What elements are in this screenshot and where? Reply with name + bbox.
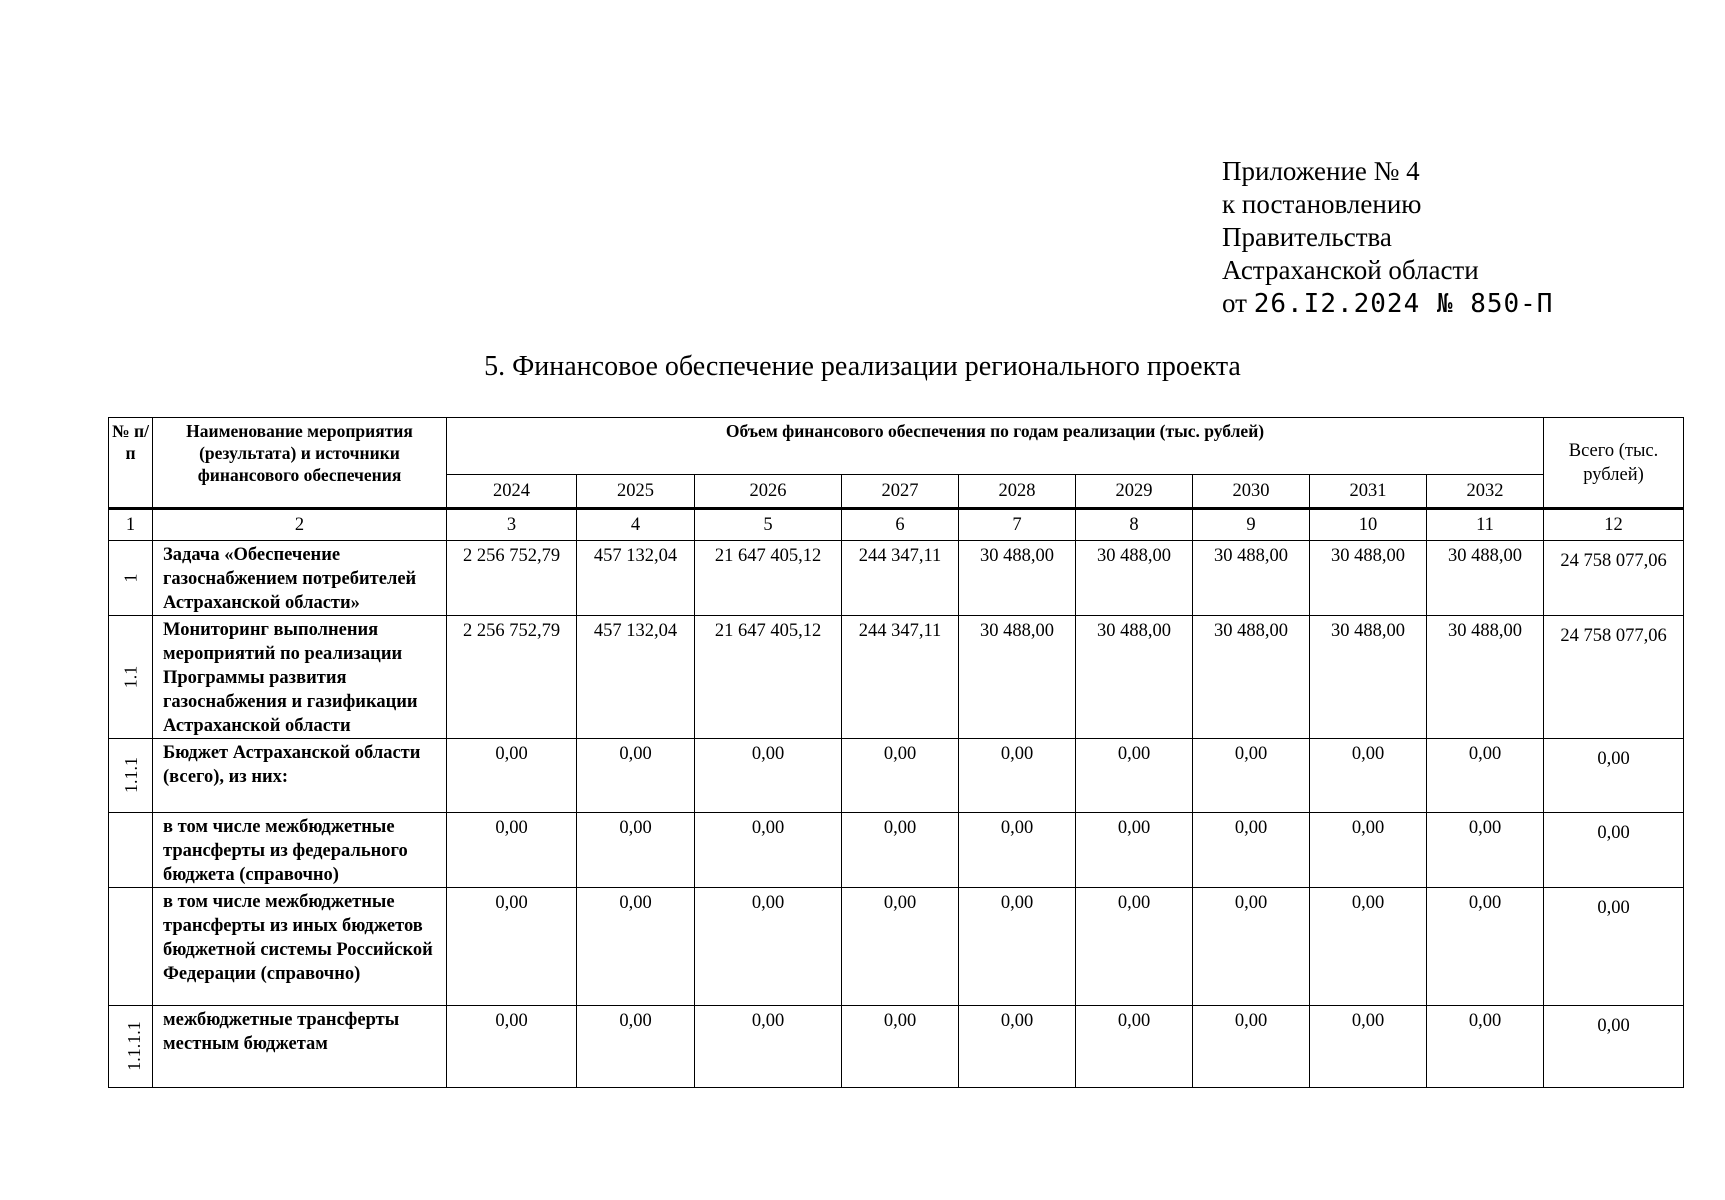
value-cell: 0,00 [1310,1006,1427,1088]
appendix-label: Приложение № 4 [1222,156,1420,186]
value-cell: 457 132,04 [577,541,695,616]
table-row [109,888,1684,1006]
value-cell: 0,00 [1076,813,1193,888]
value-cell: 30 488,00 [1427,616,1544,739]
value-cell: 0,00 [1310,813,1427,888]
table-row [109,739,1684,813]
column-number: 2 [153,509,447,541]
value-cell: 244 347,11 [842,541,959,616]
value-cell: 0,00 [1193,739,1310,813]
total-cell: 24 758 077,06 [1544,616,1684,739]
value-cell: 21 647 405,12 [695,616,842,739]
column-number: 3 [447,509,577,541]
column-header-volume: Объем финансового обеспечения по годам реализации (тыс. рублей) [447,418,1544,475]
value-cell: 0,00 [1193,888,1310,1006]
value-cell: 0,00 [695,739,842,813]
value-cell: 30 488,00 [1193,616,1310,739]
column-number: 10 [1310,509,1427,541]
value-cell: 0,00 [1427,739,1544,813]
row-number [109,739,153,813]
value-cell: 457 132,04 [577,616,695,739]
value-cell: 30 488,00 [1427,541,1544,616]
row-name: Мониторинг выполнения мероприятий по реализации Программы развития газоснабжения и газификации Астраханской области [153,616,447,739]
value-cell: 0,00 [842,813,959,888]
value-cell: 244 347,11 [842,616,959,739]
value-cell: 0,00 [447,1006,577,1088]
value-cell: 0,00 [1310,739,1427,813]
value-cell: 30 488,00 [1076,616,1193,739]
column-header-no: № п/п [109,418,153,509]
value-cell: 0,00 [842,739,959,813]
column-number: 6 [842,509,959,541]
appendix-date-line [1222,287,1622,321]
row-name: Задача «Обеспечение газоснабжением потребителей Астраханской области» [153,541,447,616]
value-cell: 0,00 [577,888,695,1006]
appendix-header [1222,155,1622,321]
table-row [109,813,1684,888]
row-number [109,616,153,739]
row-name: в том числе межбюджетные трансферты из федерального бюджета (справочно) [153,813,447,888]
row-name: Бюджет Астраханской области (всего), из них: [153,739,447,813]
value-cell: 0,00 [1193,1006,1310,1088]
value-cell: 30 488,00 [959,616,1076,739]
row-number [109,541,153,616]
value-cell: 0,00 [842,1006,959,1088]
value-cell: 0,00 [695,813,842,888]
row-number [109,888,153,1006]
column-number: 5 [695,509,842,541]
value-cell: 30 488,00 [959,541,1076,616]
value-cell: 0,00 [959,813,1076,888]
value-cell: 0,00 [842,888,959,1006]
value-cell: 0,00 [1076,888,1193,1006]
value-cell: 30 488,00 [1193,541,1310,616]
row-number-text: 1.1.1 [120,757,141,793]
date-prefix: от [1222,288,1247,318]
column-number: 9 [1193,509,1310,541]
row-name: межбюджетные трансферты местным бюджетам [153,1006,447,1088]
value-cell: 0,00 [1310,888,1427,1006]
total-cell: 0,00 [1544,1006,1684,1088]
appendix-region-label: Астраханской области [1222,255,1479,285]
year-header: 2031 [1310,475,1427,509]
value-cell: 0,00 [447,813,577,888]
year-header: 2024 [447,475,577,509]
value-cell: 0,00 [695,1006,842,1088]
value-cell: 21 647 405,12 [695,541,842,616]
row-number-text: 1.1 [120,665,141,688]
value-cell: 0,00 [959,888,1076,1006]
total-cell: 0,00 [1544,739,1684,813]
value-cell: 0,00 [577,1006,695,1088]
column-number: 7 [959,509,1076,541]
value-cell: 2 256 752,79 [447,541,577,616]
column-number: 4 [577,509,695,541]
value-cell: 2 256 752,79 [447,616,577,739]
total-cell: 0,00 [1544,813,1684,888]
value-cell: 30 488,00 [1076,541,1193,616]
value-cell: 0,00 [447,739,577,813]
column-number: 8 [1076,509,1193,541]
year-header: 2027 [842,475,959,509]
year-header: 2032 [1427,475,1544,509]
value-cell: 0,00 [1076,1006,1193,1088]
column-number: 12 [1544,509,1684,541]
year-header: 2028 [959,475,1076,509]
value-cell: 0,00 [1427,1006,1544,1088]
value-cell: 0,00 [1427,813,1544,888]
table-row [109,616,1684,739]
row-number-text: 1 [120,573,141,582]
appendix-government-label: Правительства [1222,222,1392,252]
table-row [109,541,1684,616]
appendix-resolution-label: к постановлению [1222,189,1422,219]
value-cell: 30 488,00 [1310,541,1427,616]
year-header: 2029 [1076,475,1193,509]
section-title: 5. Финансовое обеспечение реализации регионального проекта [484,351,1241,382]
value-cell: 0,00 [959,1006,1076,1088]
value-cell: 0,00 [447,888,577,1006]
row-number [109,1006,153,1088]
total-cell: 0,00 [1544,888,1684,1006]
column-number: 11 [1427,509,1544,541]
value-cell: 0,00 [1193,813,1310,888]
row-number-text: 1.1.1.1 [123,1021,144,1071]
finance-table [108,417,1684,1088]
column-number-row [109,509,1684,541]
column-header-name: Наименование мероприятия (результата) и источники финансового обеспечения [153,418,447,509]
column-number: 1 [109,509,153,541]
value-cell: 0,00 [577,813,695,888]
column-header-total: Всего (тыс. рублей) [1544,418,1684,509]
value-cell: 0,00 [1427,888,1544,1006]
year-header: 2025 [577,475,695,509]
total-cell: 24 758 077,06 [1544,541,1684,616]
row-number [109,813,153,888]
table-row [109,1006,1684,1088]
header-row-main [109,418,1684,475]
value-cell: 30 488,00 [1310,616,1427,739]
value-cell: 0,00 [577,739,695,813]
row-name: в том числе межбюджетные трансферты из иных бюджетов бюджетной системы Российской Федерации (справочно) [153,888,447,1006]
value-cell: 0,00 [959,739,1076,813]
year-header: 2030 [1193,475,1310,509]
date-and-number: 26.I2.2024 № 850-П [1253,289,1554,319]
value-cell: 0,00 [1076,739,1193,813]
year-header: 2026 [695,475,842,509]
value-cell: 0,00 [695,888,842,1006]
